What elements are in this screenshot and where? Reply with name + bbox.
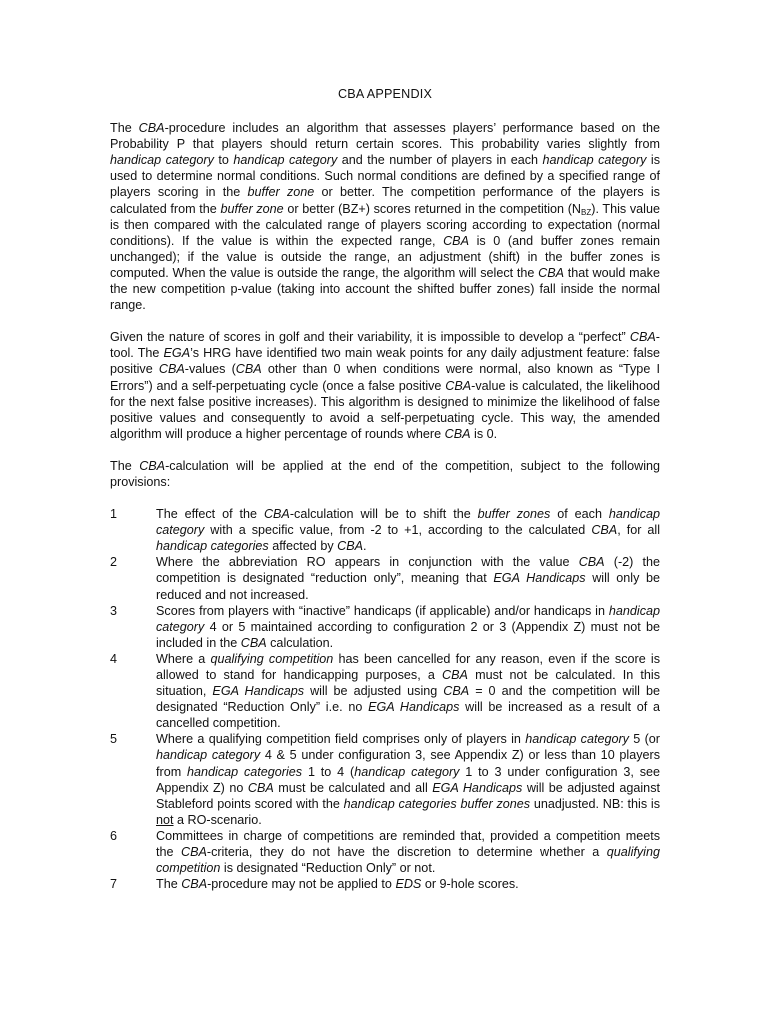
text-run: to bbox=[213, 153, 234, 168]
text-run: or better (BZ+) scores returned in the competition (N bbox=[283, 201, 582, 216]
paragraph-provisions-intro bbox=[110, 458, 660, 490]
provision-number: 7 bbox=[110, 877, 118, 892]
text-run: that would make the new competition p-value (taking into account the shifted buffer zones) fall inside the normal range. bbox=[110, 265, 660, 313]
text-run: -calculation will be to shift the bbox=[289, 507, 478, 522]
text-run: is used to determine normal conditions. Such normal conditions are defined by a specified range of players scoring in the bbox=[110, 153, 661, 200]
italic-term: CBA bbox=[235, 362, 262, 377]
text-run: and the number of players in each bbox=[337, 153, 543, 168]
text-run: is 0. bbox=[470, 426, 498, 441]
italic-term: CBA bbox=[181, 877, 208, 892]
text-run: of each bbox=[550, 507, 609, 522]
provision-item-6 bbox=[110, 828, 660, 876]
text-run: The bbox=[156, 877, 182, 892]
text-run: will only be reduced and not increased. bbox=[156, 571, 660, 602]
text-run: a RO-scenario. bbox=[173, 812, 262, 827]
text-run: The bbox=[110, 458, 140, 473]
italic-term: CBA bbox=[443, 233, 469, 248]
italic-term: EDS bbox=[395, 877, 422, 892]
italic-term: CBA bbox=[538, 265, 565, 280]
italic-term: handicap categories bbox=[187, 764, 303, 779]
provision-text bbox=[156, 554, 660, 602]
italic-term: CBA bbox=[591, 523, 618, 538]
provision-text bbox=[156, 651, 660, 731]
italic-term: CBA bbox=[629, 330, 656, 345]
text-run: or 9-hole scores. bbox=[421, 877, 519, 892]
italic-term: EGA bbox=[163, 346, 191, 361]
underlined-word: not bbox=[156, 812, 174, 827]
text-run: must be calculated and all bbox=[273, 780, 433, 795]
provision-number: 5 bbox=[110, 732, 118, 747]
provisions-list bbox=[110, 506, 660, 892]
italic-term: handicap category bbox=[354, 764, 460, 779]
text-run: -value is calculated, the likelihood for the next false positive increases). This algorithm is designed to minimize the likelihood of false positive values and consequently to avoid a self-perpetuating cycle. This way, the amended algorithm will produce a higher percentage of rounds where bbox=[110, 378, 660, 441]
text-run: will be adjusted against Stableford points scored with the bbox=[156, 780, 660, 811]
text-run: The effect of the bbox=[156, 507, 264, 522]
italic-term: EGA Handicaps bbox=[432, 780, 523, 795]
italic-term: CBA bbox=[247, 780, 274, 795]
provision-text bbox=[156, 876, 660, 892]
text-run: -procedure may not be applied to bbox=[207, 877, 396, 892]
text-run: Where a bbox=[156, 651, 211, 666]
text-run: is designated “Reduction Only” or not. bbox=[220, 861, 436, 876]
italic-term: CBA bbox=[444, 426, 471, 441]
text-run: The bbox=[110, 121, 139, 136]
text-run: , for all bbox=[617, 523, 661, 538]
provision-item-1 bbox=[110, 506, 660, 554]
text-run: ). This value is then compared with the calculated range of players scoring according to expectation (normal conditions). If the value is within the expected range, bbox=[110, 201, 660, 248]
subscript: BZ bbox=[581, 207, 592, 217]
provision-item-5 bbox=[110, 731, 660, 828]
italic-term: buffer zone bbox=[247, 185, 315, 200]
italic-term: CBA bbox=[445, 378, 472, 393]
provision-number: 1 bbox=[110, 507, 118, 522]
italic-term: handicap categories buffer zones bbox=[343, 796, 531, 811]
text-run: -calculation will be applied at the end of the competition, subject to the following provisions: bbox=[110, 458, 660, 489]
provision-item-2 bbox=[110, 554, 660, 602]
italic-term: CBA bbox=[158, 362, 185, 377]
text-run: (-2) the competition is designated “reduction only”, meaning that bbox=[156, 555, 660, 586]
italic-term: CBA bbox=[139, 458, 166, 473]
italic-term: EGA Handicaps bbox=[493, 571, 586, 586]
text-run: -tool. The bbox=[110, 330, 660, 361]
italic-term: CBA bbox=[180, 845, 207, 860]
provision-item-3 bbox=[110, 603, 660, 651]
italic-term: CBA bbox=[138, 121, 165, 136]
italic-term: handicap category bbox=[156, 603, 660, 634]
text-run: must not be calculated. In this situation, bbox=[156, 668, 660, 699]
document-title: CBA APPENDIX bbox=[337, 87, 433, 101]
text-run: . bbox=[363, 539, 367, 554]
text-run: -criteria, they do not have the discretion to determine whether a bbox=[206, 845, 607, 860]
italic-term: CBA bbox=[578, 555, 605, 570]
document-page bbox=[110, 86, 660, 892]
italic-term: handicap categories bbox=[156, 539, 269, 554]
provision-item-4 bbox=[110, 651, 660, 731]
italic-term: CBA bbox=[263, 507, 290, 522]
italic-term: qualifying competition bbox=[210, 651, 334, 666]
text-run: Where a qualifying competition field comprises only of players in bbox=[156, 732, 526, 747]
text-run: -procedure includes an algorithm that assesses players’ performance based on the Probability P that players should return certain scores. This probability varies slightly from bbox=[110, 121, 661, 152]
text-run: other than 0 when conditions were normal, also known as “Type I Errors”) and a self-perpetuating cycle (once a false positive bbox=[110, 362, 661, 393]
text-run: is 0 (and buffer zones remain unchanged); if the value is outside the range, an adjustment (shift) in the buffer zones is computed. When the value is outside the range, the algorithm will select the bbox=[110, 233, 660, 280]
text-run: -values ( bbox=[184, 362, 236, 377]
italic-term: handicap category bbox=[233, 153, 338, 168]
text-run: Given the nature of scores in golf and their variability, it is impossible to develop a “perfect” bbox=[110, 330, 630, 345]
text-run: = 0 and the competition will be designated “Reduction Only” i.e. no bbox=[156, 684, 660, 715]
paragraph-cba-procedure bbox=[110, 120, 660, 313]
provision-text bbox=[156, 506, 660, 554]
text-run: has been cancelled for any reason, even if the score is allowed to stand for handicapping purposes, a bbox=[156, 651, 660, 682]
text-run: 5 (or bbox=[628, 732, 660, 747]
text-run: affected by bbox=[268, 539, 338, 554]
text-run: or better. The competition performance of the players is calculated from the bbox=[110, 185, 660, 216]
italic-term: handicap category bbox=[156, 507, 661, 538]
italic-term: handicap category bbox=[525, 732, 629, 747]
text-run: will be adjusted using bbox=[304, 684, 444, 699]
italic-term: handicap category bbox=[156, 748, 261, 763]
text-run: Where the abbreviation RO appears in conjunction with the value bbox=[156, 555, 579, 570]
text-run: unadjusted. NB: this is bbox=[530, 796, 660, 811]
italic-term: handicap category bbox=[542, 153, 647, 168]
provision-item-7 bbox=[110, 876, 660, 892]
italic-term: CBA bbox=[442, 668, 468, 682]
text-run: Scores from players with “inactive” handicaps (if applicable) and/or handicaps in bbox=[156, 603, 609, 618]
text-run: Committees in charge of competitions are reminded that, provided a competition meets the bbox=[156, 828, 660, 860]
text-run: calculation. bbox=[266, 635, 334, 650]
text-run: 4 & 5 under configuration 3, see Appendix Z) or less than 10 players from bbox=[156, 748, 660, 779]
provision-number: 3 bbox=[110, 603, 118, 618]
provision-text bbox=[156, 828, 660, 876]
text-run: will be increased as a result of a cancelled competition. bbox=[156, 700, 661, 731]
provision-number: 2 bbox=[110, 555, 118, 570]
text-run: 4 or 5 maintained according to configuration 2 or 3 (Appendix Z) must not be included in the bbox=[156, 619, 660, 650]
italic-term: buffer zones bbox=[477, 507, 551, 522]
italic-term: EGA Handicaps bbox=[212, 684, 305, 699]
italic-term: qualifying competition bbox=[156, 845, 660, 876]
provision-text bbox=[156, 731, 660, 828]
text-run: with a specific value, from -2 to +1, according to the calculated bbox=[204, 523, 592, 538]
italic-term: CBA bbox=[337, 539, 364, 554]
provision-text bbox=[156, 603, 660, 651]
paragraph-weak-points bbox=[110, 329, 660, 442]
italic-term: CBA bbox=[240, 635, 267, 650]
provision-number: 4 bbox=[110, 651, 118, 666]
text-run: ’s HRG have identified two main weak points for any daily adjustment feature: false positive bbox=[110, 346, 660, 377]
text-run: 1 to 4 ( bbox=[302, 764, 355, 779]
text-run: 1 to 3 under configuration 3, see Appendix Z) no bbox=[156, 764, 660, 795]
italic-term: EGA Handicaps bbox=[368, 700, 460, 715]
italic-term: buffer zone bbox=[220, 201, 284, 216]
italic-term: handicap category bbox=[110, 153, 214, 168]
provision-number: 6 bbox=[110, 828, 118, 843]
italic-term: CBA bbox=[443, 684, 470, 699]
